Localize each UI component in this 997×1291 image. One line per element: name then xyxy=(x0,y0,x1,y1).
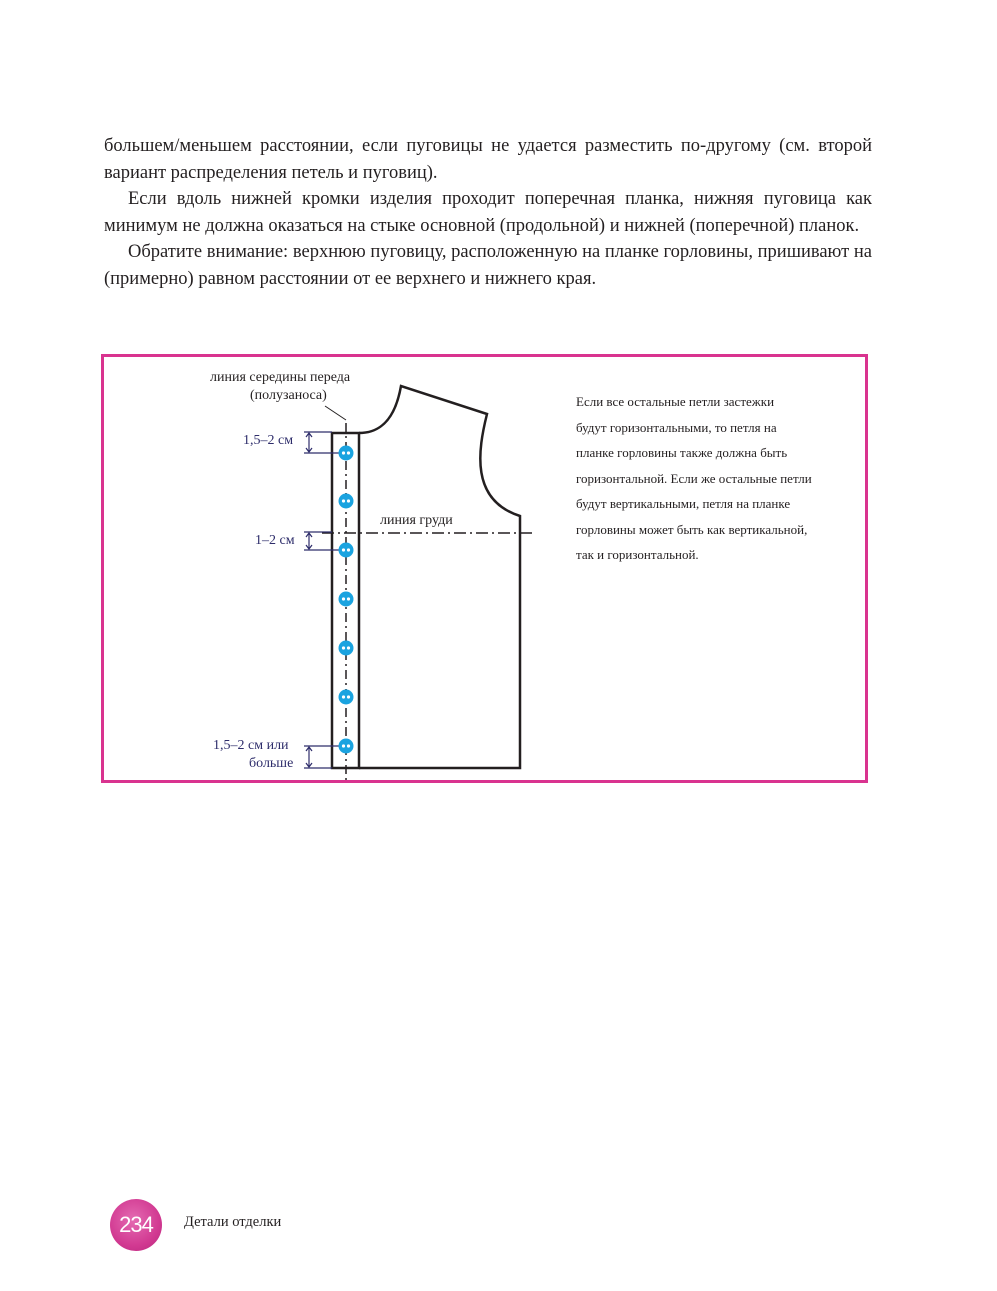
dim-top-label: 1,5–2 см xyxy=(243,433,294,448)
button-icon xyxy=(339,641,354,656)
note-line: горловины может быть как вертикальной, xyxy=(576,521,808,537)
note-line: будут горизонтальными, то петля на xyxy=(576,419,777,435)
dim-bottom-label: 1,5–2 см или xyxy=(213,738,289,753)
note-line: так и горизонтальной. xyxy=(576,547,699,562)
dimension-top xyxy=(304,432,340,453)
figure-note xyxy=(576,389,856,568)
paragraph-1: большем/меньшем расстоянии, если пуговицы не удается разместить по-другому (см. второй вариант распределения петель и пуговиц). xyxy=(104,136,872,183)
center-line-leader xyxy=(325,406,346,420)
dimension-bust xyxy=(304,532,340,550)
page-number-badge xyxy=(110,1199,162,1251)
buttons xyxy=(339,446,354,754)
button-icon xyxy=(339,690,354,705)
paragraph-3: Обратите внимание: верхнюю пуговицу, расположенную на планке горловины, пришивают на (примерно) равном расстоянии от ее верхнего и нижнего края. xyxy=(104,242,872,289)
button-icon xyxy=(339,739,354,754)
paragraph-2: Если вдоль нижней кромки изделия проходит поперечная планка, нижняя пуговица как минимум не должна оказаться на стыке основной (продольной) и нижней (поперечной) планок. xyxy=(104,189,872,236)
dim-bust-label: 1–2 см xyxy=(255,533,295,548)
button-icon xyxy=(339,592,354,607)
button-icon xyxy=(339,494,354,509)
note-line: будут вертикальными, петля на планке xyxy=(576,496,791,511)
button-icon xyxy=(339,446,354,461)
button-icon xyxy=(339,543,354,558)
bodice-outline xyxy=(359,386,520,768)
note-line: Если все остальные петли застежки xyxy=(576,394,775,409)
bust-line-label: линия груди xyxy=(380,513,453,528)
center-line-label-sub: (полузаноса) xyxy=(250,388,327,403)
dim-bottom-label-sub: больше xyxy=(249,756,294,771)
center-line-label: линия середины переда xyxy=(210,370,351,385)
note-line: горизонтальной. Если же остальные петли xyxy=(576,470,812,486)
note-line: планке горловины также должна быть xyxy=(576,445,788,460)
section-title: Детали отделки xyxy=(184,1214,282,1230)
page-number: 234 xyxy=(119,1212,153,1237)
dimension-bottom xyxy=(304,746,340,768)
